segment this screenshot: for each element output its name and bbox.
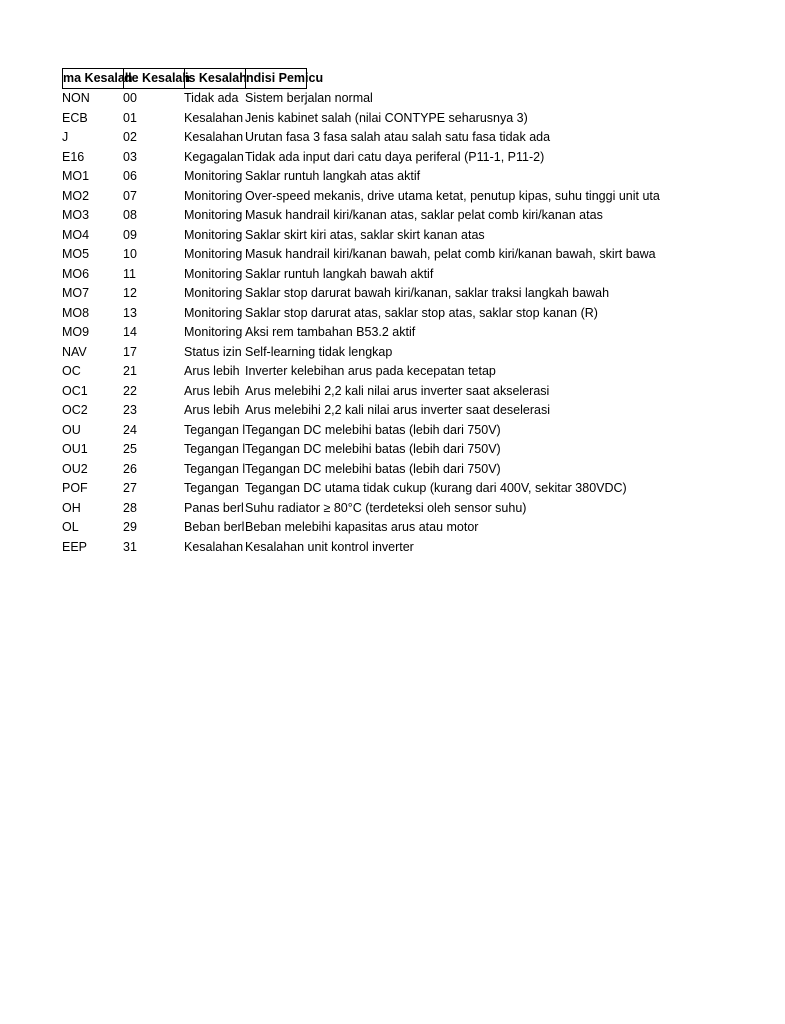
trigger-condition-cell: Jenis kabinet salah (nilai CONTYPE seharusnya 3) [245,110,528,125]
table-row [62,323,762,343]
error-code-cell: 14 [123,325,137,339]
error-code-cell: 23 [123,403,137,417]
trigger-condition-cell: Aksi rem tambahan B53.2 aktif [245,325,416,339]
error-name-cell: MO9 [62,325,90,339]
error-code-cell: 01 [123,110,137,125]
error-code-cell: 00 [123,91,137,105]
error-code-cell: 27 [123,481,137,495]
error-type-cell: Panas berl [184,500,244,515]
trigger-condition-cell: Masuk handrail kiri/kanan bawah, pelat comb kiri/kanan bawah, skirt bawa [245,247,656,261]
error-name-cell: NAV [62,344,87,359]
error-type-cell: Beban berl [184,520,245,534]
error-code-cell: 22 [123,383,137,398]
error-type-cell: Monitoring [184,188,243,203]
header-error-code: de Kesalah [123,68,185,89]
error-type-cell: Arus lebih [184,383,240,398]
error-name-cell: EEP [62,539,88,554]
table-row [62,479,762,499]
trigger-condition-cell: Saklar stop darurat bawah kiri/kanan, saklar traksi langkah bawah [245,286,610,300]
trigger-condition-cell: Tidak ada input dari catu daya periferal (P11-1, P11-2) [245,149,545,164]
trigger-condition-cell: Arus melebihi 2,2 kali nilai arus inverter saat deselerasi [245,403,551,417]
trigger-condition-cell: Saklar skirt kiri atas, saklar skirt kanan atas [245,227,485,242]
error-name-cell: OC1 [62,383,88,398]
trigger-condition-cell: Tegangan DC melebihi batas (lebih dari 750V) [245,422,501,437]
error-type-cell: Monitoring [184,305,243,320]
error-code-cell: 12 [123,286,137,300]
error-type-cell: Monitoring [184,208,243,222]
error-name-cell: MO7 [62,286,90,300]
error-code-cell: 10 [123,247,137,261]
error-type-cell: Tegangan l [184,461,246,476]
error-type-cell: Monitoring [184,227,243,242]
error-type-cell: Monitoring [184,266,243,281]
trigger-condition-cell: Tegangan DC melebihi batas (lebih dari 750V) [245,442,501,456]
table-row [62,148,762,168]
trigger-condition-cell: Kesalahan unit kontrol inverter [245,539,414,554]
error-name-cell: MO3 [62,208,90,222]
table-row [62,304,762,324]
error-type-cell: Kesalahan [184,130,244,144]
table-row [62,89,762,109]
error-name-cell: OU2 [62,461,88,476]
error-code-cell: 28 [123,500,137,515]
error-name-cell: OL [62,520,79,534]
table-row [62,382,762,402]
error-code-cell: 08 [123,208,137,222]
trigger-condition-cell: Arus melebihi 2,2 kali nilai arus inverter saat akselerasi [245,383,550,398]
error-name-cell: MO4 [62,227,90,242]
error-type-cell: Kesalahan [184,539,244,554]
error-type-cell: Monitoring [184,325,243,339]
error-code-cell: 17 [123,344,137,359]
error-code-cell: 09 [123,227,137,242]
error-type-cell: Monitoring [184,286,243,300]
error-code-cell: 11 [123,266,136,281]
table-row [62,460,762,480]
trigger-condition-cell: Sistem berjalan normal [245,91,373,105]
error-name-cell: OC2 [62,403,88,417]
error-name-cell: E16 [62,149,85,164]
error-type-cell: Tegangan l [184,422,246,437]
table-row [62,245,762,265]
table-row [62,343,762,363]
error-code-cell: 26 [123,461,137,476]
table-row [62,206,762,226]
error-name-cell: OU [62,422,81,437]
table-body [62,89,762,557]
table-row [62,421,762,441]
table-row [62,226,762,246]
error-name-cell: OU1 [62,442,88,456]
error-type-cell: Monitoring [184,247,243,261]
error-code-cell: 07 [123,188,137,203]
trigger-condition-cell: Saklar runtuh langkah atas aktif [245,169,421,183]
trigger-condition-cell: Saklar stop darurat atas, saklar stop atas, saklar stop kanan (R) [245,305,598,320]
trigger-condition-cell: Masuk handrail kiri/kanan atas, saklar pelat comb kiri/kanan atas [245,208,603,222]
error-type-cell: Tidak ada [184,91,239,105]
error-name-cell: MO2 [62,188,90,203]
error-type-cell: Monitoring [184,169,243,183]
trigger-condition-cell: Over-speed mekanis, drive utama ketat, penutup kipas, suhu tinggi unit uta [245,188,660,203]
table-row [62,187,762,207]
table-row [62,128,762,148]
trigger-condition-cell: Beban melebihi kapasitas arus atau motor [245,520,479,534]
error-name-cell: ECB [62,110,88,125]
error-code-cell: 21 [123,364,137,378]
error-name-cell: OC [62,364,81,378]
trigger-condition-cell: Saklar runtuh langkah bawah aktif [245,266,434,281]
header-trigger-condition: ndisi Pemicu [245,68,307,89]
error-name-cell: OH [62,500,81,515]
error-code-cell: 25 [123,442,137,456]
table-row [62,362,762,382]
error-type-cell: Status izin [184,344,242,359]
error-code-cell: 02 [123,130,137,144]
error-code-cell: 06 [123,169,137,183]
error-type-cell: Kesalahan [184,110,244,125]
trigger-condition-cell: Urutan fasa 3 fasa salah atau salah satu fasa tidak ada [245,130,551,144]
table-row [62,401,762,421]
table-row [62,499,762,519]
error-code-cell: 31 [123,539,137,554]
error-name-cell: MO6 [62,266,90,281]
header-error-name: ma Kesalah [62,68,124,89]
error-type-cell: Arus lebih [184,364,240,378]
error-type-cell: Kegagalan [184,149,244,164]
spreadsheet-table [62,68,762,557]
table-row [62,518,762,538]
table-row [62,109,762,129]
error-code-cell: 24 [123,422,137,437]
table-row [62,167,762,187]
table-row [62,440,762,460]
trigger-condition-cell: Tegangan DC melebihi batas (lebih dari 750V) [245,461,501,476]
error-code-cell: 29 [123,520,137,534]
error-name-cell: J [62,130,69,144]
trigger-condition-cell: Self-learning tidak lengkap [245,344,393,359]
error-name-cell: NON [62,91,90,105]
error-name-cell: MO8 [62,305,90,320]
error-type-cell: Tegangan l [184,442,246,456]
error-type-cell: Tegangan [184,481,239,495]
trigger-condition-cell: Tegangan DC utama tidak cukup (kurang dari 400V, sekitar 380VDC) [245,481,627,495]
header-row [62,68,762,89]
table-row [62,265,762,285]
header-error-type: is Kesalah [184,68,246,89]
error-type-cell: Arus lebih [184,403,240,417]
error-name-cell: MO1 [62,169,90,183]
table-row [62,538,762,558]
error-name-cell: POF [62,481,88,495]
error-code-cell: 13 [123,305,137,320]
trigger-condition-cell: Inverter kelebihan arus pada kecepatan tetap [245,364,496,378]
error-name-cell: MO5 [62,247,90,261]
trigger-condition-cell: Suhu radiator ≥ 80°C (terdeteksi oleh sensor suhu) [245,500,527,515]
error-code-cell: 03 [123,149,137,164]
table-row [62,284,762,304]
